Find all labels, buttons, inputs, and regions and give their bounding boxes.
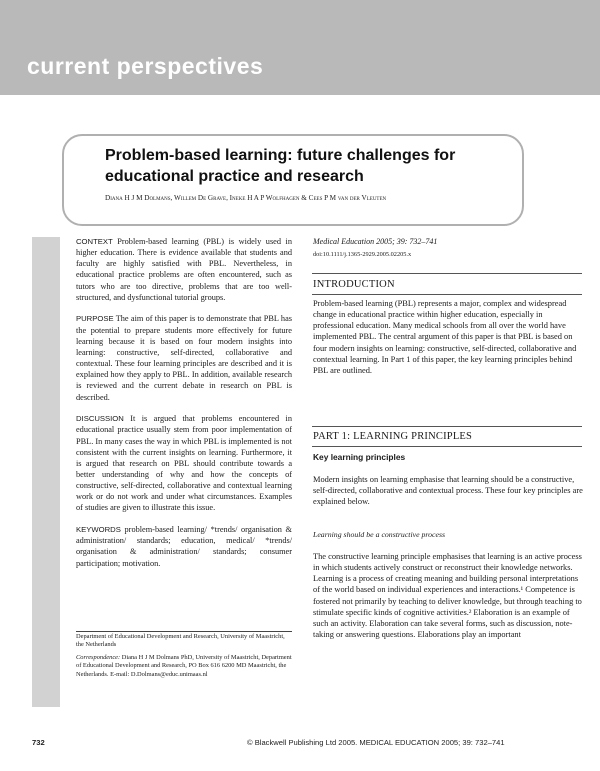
abstract-keywords-text: problem-based learning/ *trends/ organisation & administration/ standards; education, medical/ *trends/ organisation & administration/ standards; consumer participation; motivation.: [76, 525, 293, 568]
abstract-side-bar: [32, 237, 60, 707]
constructive-paragraph-2: Learning is a process of creating meaning and building personal interpretations of the world based on individual experiences and interactions.¹ Competence is fostered not primarily by teaching to deliver knowledge, but through teaching to stimulate specific kinds of cognitive activities.² Elaboration is an example of such an activity. Elaboration can take several forms, such as discussion, note-taking or answering questions. Elaborations play an important: [313, 574, 582, 640]
constructive-heading: Learning should be a constructive process: [313, 530, 446, 539]
abstract: [76, 236, 292, 579]
abstract-context: [76, 236, 292, 303]
introduction-text: [313, 298, 583, 386]
intro-rule-top: [312, 273, 582, 274]
abstract-context-key: CONTEXT: [76, 237, 113, 246]
journal-citation: Medical Education 2005; 39: 732–741: [313, 237, 438, 246]
footer-copyright: © Blackwell Publishing Ltd 2005. MEDICAL EDUCATION 2005; 39: 732–741: [247, 738, 505, 747]
introduction-heading: INTRODUCTION: [313, 279, 395, 290]
abstract-discussion-key: DISCUSSION: [76, 414, 124, 424]
constructive-paragraph-1: The constructive learning principle emphasises that learning is an active process in which students actively construct or reconstruct their knowledge networks.: [313, 552, 582, 573]
abstract-context-text: Problem-based learning (PBL) is widely used in higher education. There is evidence available that students and faculty are highly satisfied with PBL. Nevertheless, in educational practice problems are often encountered, such as tutors who are too directive, problems that are too well-structured, and dysfunctional tutorial groups.: [76, 237, 292, 302]
affiliation-department: Department of Educational Development and Research, University of Maastricht, the Netherlands: [76, 633, 285, 649]
correspondence-text: Diana H J M Dolmans PhD, University of Maastricht, Department of Educational Development and Research, PO Box 616 6200 MD Maastricht, the Netherlands. E-mail: D.Dolmans@educ.unimaas.nl: [76, 653, 292, 678]
constructive-text: [313, 551, 583, 640]
abstract-discussion-text: It is argued that problems encountered in educational practice usually stem from poor implementation of PBL. In many cases the way in which PBL is implemented is not consistent with the current insights on learning. Furthermore, it is argued that research on PBL should contribute towards a better understanding of why and how the concepts of constructive, self-directed, collaborative and contextual learning work or do not work and under what circumstances. Examples of studies are given to illustrate this issue.: [76, 414, 292, 513]
doi: doi:10.1111/j.1365-2929.2005.02205.x: [313, 251, 412, 258]
intro-rule-bottom: [312, 294, 582, 295]
affiliation-divider: [76, 631, 292, 632]
abstract-purpose-text: The aim of this paper is to demonstrate that PBL has the potential to prepare students more effectively for future learning because it is based on four modern insights into learning: constructive, self-directed, collaborative and contextual. These four learning principles are described and it is explained how they apply to PBL. In addition, available research is reviewed and the current debate in research on PBL is described.: [76, 314, 292, 402]
page-number: 732: [32, 738, 45, 747]
article-title: Problem-based learning: future challenges for educational practice and research: [105, 147, 456, 185]
part1-intro-paragraph: Modern insights on learning emphasise that learning should be a constructive, self-directed, collaborative and contextual process. These four key principles are explained below.: [313, 475, 583, 507]
author-list: Diana H J M Dolmans, Willem De Grave, Ineke H A P Wolfhagen & Cees P M van der Vleuten: [105, 194, 387, 202]
part1-rule-bottom: [312, 446, 582, 447]
key-principles-heading: Key learning principles: [313, 452, 406, 462]
section-banner: [0, 0, 600, 95]
abstract-keywords-key: KEYWORDS: [76, 525, 121, 535]
abstract-discussion: [76, 413, 292, 513]
abstract-purpose-key: PURPOSE: [76, 314, 114, 324]
affiliation-block: [76, 633, 292, 683]
abstract-keywords: [76, 524, 292, 569]
part1-rule-top: [312, 426, 582, 427]
abstract-purpose: [76, 313, 292, 402]
part1-intro: [313, 474, 583, 517]
introduction-paragraph: Problem-based learning (PBL) represents a major, complex and widespread change in educational practice within higher education, especially in professional education. Many medical schools from all over the world have implemented PBL. The central argument of this paper is that PBL is based on four modern insights on learning: constructive, self-directed, collaborative and contextual learning. In Part 1 of this paper, the key learning principles behind PBL are outlined.: [313, 299, 577, 375]
section-label: current perspectives: [27, 53, 264, 79]
part1-heading: PART 1: LEARNING PRINCIPLES: [313, 431, 473, 442]
affiliation-correspondence: [76, 654, 292, 679]
correspondence-label: Correspondence:: [76, 653, 121, 661]
